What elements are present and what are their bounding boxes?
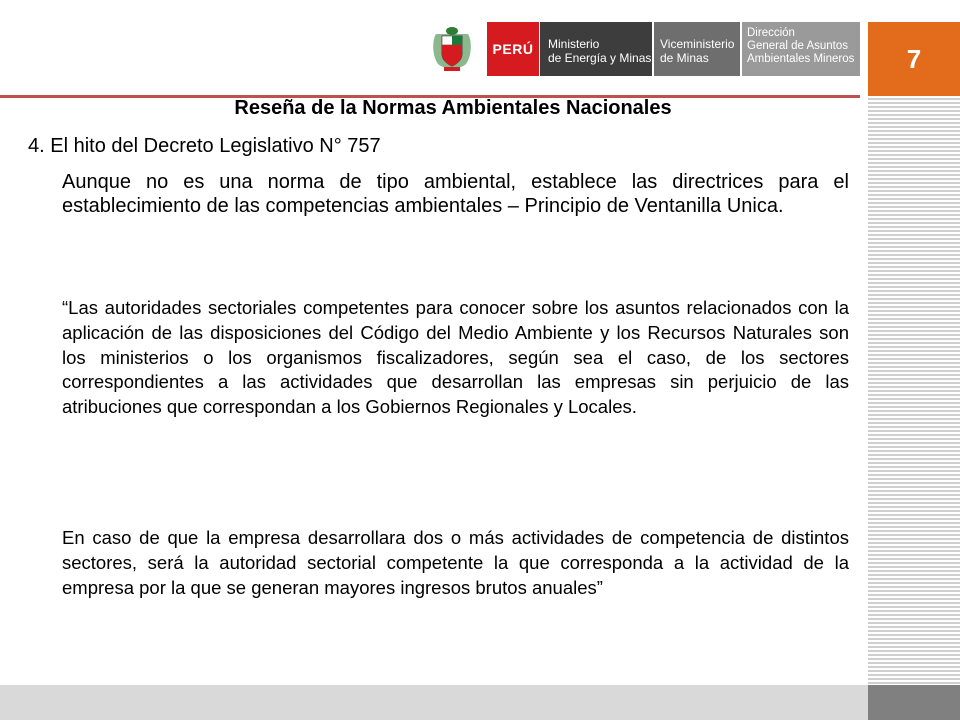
slide-subtitle: 4. El hito del Decreto Legislativo N° 757 [28, 135, 381, 157]
paragraph-quote-continued: En caso de que la empresa desarrollara dos o más actividades de competencia de distintos sectores, será la autoridad sectorial competente la que corresponda a la actividad de la empresa por la que se generan mayores ingresos brutos anuales” [62, 527, 849, 598]
page-number-badge [868, 22, 960, 96]
coat-of-arms-icon [430, 26, 474, 74]
peru-label: PERÚ [492, 41, 534, 57]
vice-ministry-line-2: de Minas [660, 51, 709, 65]
page-number: 7 [906, 43, 922, 74]
slide-title: Reseña de la Normas Ambientales Nacionales [234, 97, 672, 119]
paragraph-quote: “Las autoridades sectoriales competentes para conocer sobre los asuntos relacionados con la aplicación de las disposiciones del Código del Medio Ambiente y los Recursos Naturales son los ministerios o los organismos fiscalizadores, según sea el caso, de los sectores correspondientes a las actividades que desarrollan las empresas sin perjuicio de las atribuciones que correspondan a los Gobiernos Regionales y Locales. [62, 297, 849, 418]
direction-line-1: Dirección [747, 27, 795, 39]
direction-line-2: General de Asuntos [747, 40, 849, 52]
paragraph-intro: Aunque no es una norma de tipo ambiental, establece las directrices para el establecimiento de las competencias ambientales – Principio de Ventanilla Unica. [62, 171, 849, 217]
ministry-line-2: de Energía y Minas [548, 51, 652, 65]
ministry-logo [540, 22, 652, 76]
vice-ministry-logo [654, 22, 740, 76]
direction-logo [742, 22, 860, 76]
footer-band-corner [868, 685, 960, 720]
ministry-line-1: Ministerio [548, 37, 600, 51]
footer-band [0, 685, 868, 720]
vice-ministry-line-1: Viceministerio [660, 37, 735, 51]
direction-line-3: Ambientales Mineros [747, 53, 855, 65]
side-stripe-panel [868, 96, 960, 686]
peru-logo [487, 22, 539, 76]
